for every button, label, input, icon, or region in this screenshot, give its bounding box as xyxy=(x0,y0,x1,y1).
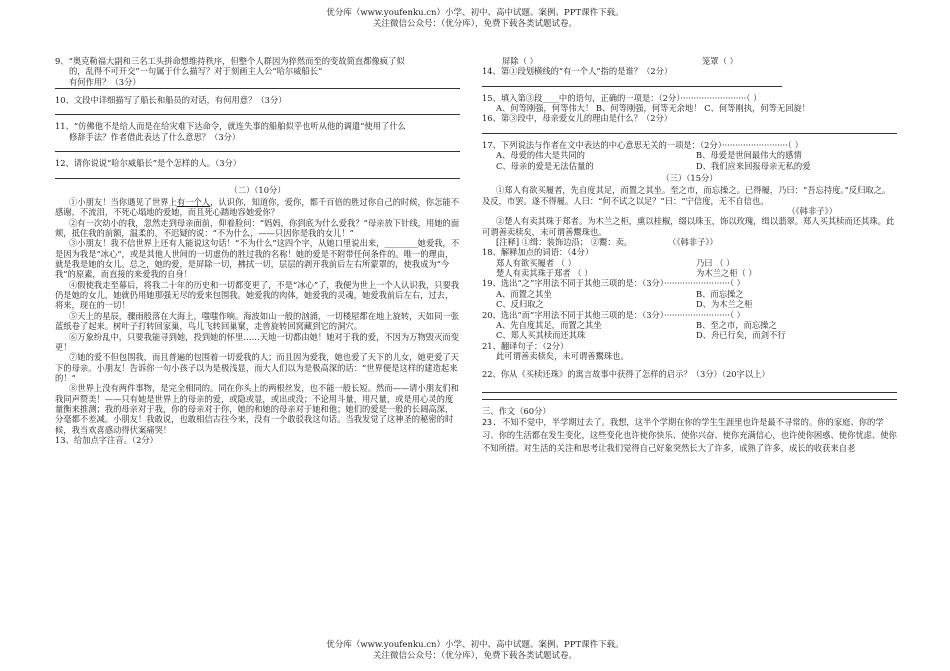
page-footer xyxy=(0,640,950,661)
footer-line-1: 优分库（www.youfenku.cn）小学、初中、高中试题、案例、PPT课件下载。 xyxy=(326,640,624,650)
question-19: 19、选出“之”字用法不同于其他三项的是：（3分）·························（ ） A、而置之其坐 B、而忘操之 C、反归取之 D、为木兰之柜 xyxy=(482,278,753,310)
answer-line[interactable] xyxy=(482,399,897,400)
question-13: 13、给加点字注音。（2分） xyxy=(55,435,158,446)
answer-line[interactable] xyxy=(482,86,782,87)
paragraph-4: ④假使我走至幕后，将我二十年的历史和一切都变更了，不是“冰心”了，我便为世上一个人认识我，只要我仍是她的女儿，她就仍用她那强无尽的爱来包围我。她爱我的肉体，她爱我的灵魂，她爱我前后左右，过去，将来，现在的一切！ xyxy=(55,279,460,311)
header-line-2: 关注微信公众号：（优分库），免费下载各类试题试卷。 xyxy=(372,18,577,29)
left-column xyxy=(55,56,460,446)
question-14: 14、第①段划横线的“有一个人”指的是谁？（2分） xyxy=(482,66,897,86)
question-22: 22、你从《买椟还珠》的寓言故事中获得了怎样的启示？（3分）（20字以上） xyxy=(482,369,897,399)
question-20: 20、选出“而”字用法不同于其他三项的是：（3分）·························（ ） A、先自度其足，而置之其坐 B、至之市，而忘操之 C、郑人买其椟而还其珠 D、舟已行矣，而剑不行 xyxy=(482,309,786,341)
paragraph-2: ②有一次幼小的我，忽然走到母亲面前，仰着脸问：“妈妈，你到底为什么爱我？”母亲放下针线，用她的面颊，抵住我的前额，温柔的，不迟疑的说：“不为什么，——只因你是我的女儿！” xyxy=(55,217,460,238)
paragraph-5: ⑤天上的星辰，骤雨般落在大海上，嗤嗤作响。海波如山一般的汹涌，一切楼屋都在地上旋转，天如同一张蓝纸卷了起来。树叶子打转回家巢，鸟儿飞转回巢窠，走兽旋转回窝藏到它的洞穴。 xyxy=(55,310,459,332)
question-12: 12、请你说说“哈尔威船长”是个怎样的人。（3分） xyxy=(55,158,460,178)
classical-passage: ①郑人有欲买履者，先自度其足，而置之其坐。至之市，而忘操之。已得履，乃曰：“吾忘持度。”反归取之。及反，市罢。遂不得履。人曰：“何不试之以足？”曰：“宁信度，无不自信也。 （《韩非子》） ②楚人有卖其珠于郑者。为木兰之柜，熏以桂椒，缀以珠玉，饰以玫瑰，缉以翡翠。郑人买其椟而还其珠。此可谓善卖椟矣，未可谓善鬻珠也。 [注释] ①缉：装饰边沿； ②鬻：卖。 （《韩非子》） xyxy=(482,185,895,248)
answer-line[interactable] xyxy=(55,114,460,115)
question-11: 11、“仿佛他不是给人而是在给灾难下达命令，就连失事的船舶似乎也听从他的调遣”使用了什么 修辞手法？作者借此表达了什么意思？（3分） xyxy=(55,121,460,152)
section-4-title: 三、作文（60分） xyxy=(482,405,551,416)
essay-prompt: 23. 不知不觉中，半学期过去了。我想，这半个学期在你的学生生涯里也许是最不寻常的。你的家庭、你的学习、你的生活都在发生变化，这些变化也许使你快乐、使你兴奋、使你充满信心，也许使你困惑、使你忧虑、使你不知所措。对生活的关注和思考让我们觉得自己好象突然长大了许多，成熟了许多，成长的收获来自老 xyxy=(482,417,897,453)
section-3-title: （三）（15分） xyxy=(661,172,718,183)
answer-line[interactable] xyxy=(482,392,897,393)
question-17: 17、下列说法与作者在文中表达的中心意思无关的一项是：（2分）·························（ ） A、母爱的伟大是共同的 B、母爱是世间最伟大的感情 C、母亲的爱是无法估量的 D、我们应来回报母亲无私的爱 xyxy=(482,139,811,171)
passage-2 xyxy=(55,197,460,435)
section-2-title: （二）（10分） xyxy=(229,184,286,195)
question-10: 10、文段中详细描写了船长和船员的对话，有何用意？（3分） xyxy=(55,95,460,115)
question-16: 16、第③段中，母亲爱女儿的理由是什么？（2分） xyxy=(482,113,897,133)
answer-line[interactable] xyxy=(482,133,897,134)
answer-line[interactable] xyxy=(55,151,460,152)
footer-line-2: 关注微信公众号：（优分库），免费下载各类试题试卷。 xyxy=(372,650,577,661)
pinyin-row: 屏除（ ） 笼罩（ ） xyxy=(502,56,738,66)
question-15: 15、填入第③段____中的语句，正确的一项是：（2分）·························（ ） A、何等刚强，何等伟大！ B、何等刚强，何等无余地！ C、何等刚执，何等无回旋！ xyxy=(482,92,811,114)
answer-line[interactable] xyxy=(55,178,460,179)
question-21: 21、翻译句子：（2分） 此可谓善卖椟矣，未可谓善鬻珠也。 xyxy=(482,340,629,361)
paragraph-7: ⑦她的爱不但包围我，而且普遍的包围着一切爱我的人；而且因为爱我，她也爱了天下的儿女，她更爱了天下的母亲。小朋友！告诉你一句小孩子以为是极浅显，而大人们以为是极高深的话：“世界便是这样的建造起来的！” xyxy=(55,352,459,383)
right-column xyxy=(482,56,897,455)
paragraph-6: ⑥万象纷乱中，只要我能寻到她，投到她的怀里……天地一切都由她！她对于我的爱，不因为万物毁灭而变更！ xyxy=(55,331,459,352)
question-18: 18、解释加点的词语：（4分） 郑人有欲买履者 （ ） 乃曰 （ ） 楚人有卖其珠于郑者 （ ） 为木兰之柜（ ） xyxy=(482,247,757,279)
question-9: 9、“奥克勒福大副和三名工头拼命想维持秩序，但整个人群因为猝然而至的变故简直都像疯了似 的，乱得不可开交”一句属于什么描写？对于刻画主人公“哈尔威船长” 有何作用？（3分） xyxy=(55,56,460,89)
paragraph-1: ①小朋友！当你遇见了世界上有一个人，认识你，知道你，爱你，都千百倍的胜过你自己的时候，你怎能不感谢，不流泪，不死心塌地的爱她，而且死心踏地容她爱你？ xyxy=(55,196,459,218)
paragraph-8: ⑧世界上没有两件事物，是完全相同的。同在你头上的两根丝发，也不能一般长短。然而——请小朋友们和我同声赞美！——只有她是世界上的母亲的爱，或隐或显，或出或没；不论用斗量，用尺量，或是用心灵的度量衡来推测；我的母亲对于我，你的母亲对于你，她的和她的母亲对于她和他；她们的爱是一般的长阔高深，分毫都不差减。小朋友！我敢说，也敢相信古往今来，没有一个敢驳我这句话。当我发觉了这神圣的秘密的时候，我当欢喜感动得伏案痛哭！ xyxy=(55,383,459,435)
paragraph-3: ③小朋友！我不信世界上还有人能说这句话！“不为什么”这四个字，从她口里说出来，________她爱我，不是因为我是“冰心”，或是其他人世间的一切虚伪的胜过我的名称！她的爱是不附带任何条件的。唯一的理由，就是我是她的女儿。总之，她的爱，是屏除一切，拂拭一切，层层的剥开我前后左右所蒙罩的，使我成为“今我”的原素，而直接的来爱我的自身！ xyxy=(55,238,460,280)
header-line-1: 优分库（www.youfenku.cn）小学、初中、高中试题、案例、PPT课件下载。 xyxy=(326,8,624,18)
page-header xyxy=(0,8,950,29)
answer-line[interactable] xyxy=(55,88,460,89)
